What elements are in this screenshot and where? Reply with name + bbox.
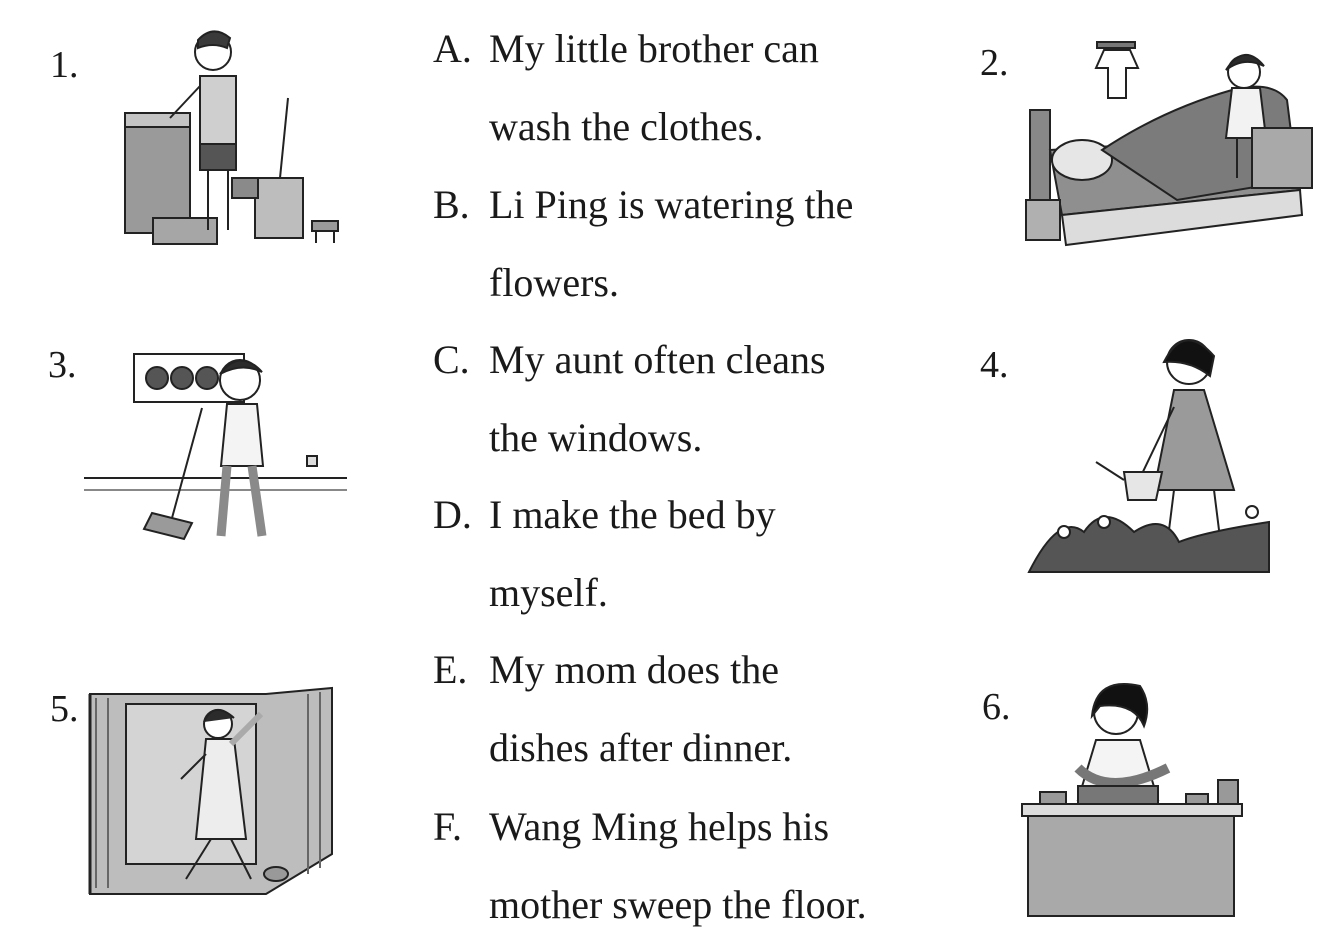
option-letter: B. [433,182,470,227]
making-bed-girl-icon [1022,40,1322,255]
option-text-line1: My mom does the [489,647,779,692]
option-letter: C. [433,337,470,382]
option-text-line2: mother sweep the floor. [489,882,867,927]
picture-number-1: 1. [50,44,79,86]
option-c [433,321,826,477]
picture-number-2: 2. [980,42,1009,84]
option-a [433,10,819,166]
picture-number-4: 4. [980,344,1009,386]
cleaning-window-woman-icon [86,684,336,902]
picture-number-6: 6. [982,686,1011,728]
picture-number-5: 5. [50,688,79,730]
option-text-line1: I make the bed by [489,492,776,537]
option-letter: E. [433,647,468,692]
option-text-line1: Li Ping is watering the [489,182,854,227]
option-e [433,631,792,787]
option-text-line1: Wang Ming helps his [489,804,830,849]
option-letter: F. [433,804,463,849]
option-text-line2: dishes after dinner. [489,725,793,770]
option-text-line2: wash the clothes. [489,104,764,149]
option-letter: D. [433,492,472,537]
option-b [433,166,853,322]
option-text-line2: myself. [489,570,608,615]
option-letter: A. [433,26,472,71]
watering-flowers-girl-icon [1024,332,1274,587]
sweeping-floor-boy-icon [82,348,352,553]
option-d [433,476,776,632]
option-text-line2: flowers. [489,260,619,305]
washing-clothes-boy-icon [90,28,350,258]
washing-dishes-woman-icon [1018,676,1258,922]
option-text-line1: My little brother can [489,26,819,71]
option-f [433,788,867,944]
option-text-line1: My aunt often cleans [489,337,826,382]
option-text-line2: the windows. [489,415,703,460]
picture-number-3: 3. [48,344,77,386]
